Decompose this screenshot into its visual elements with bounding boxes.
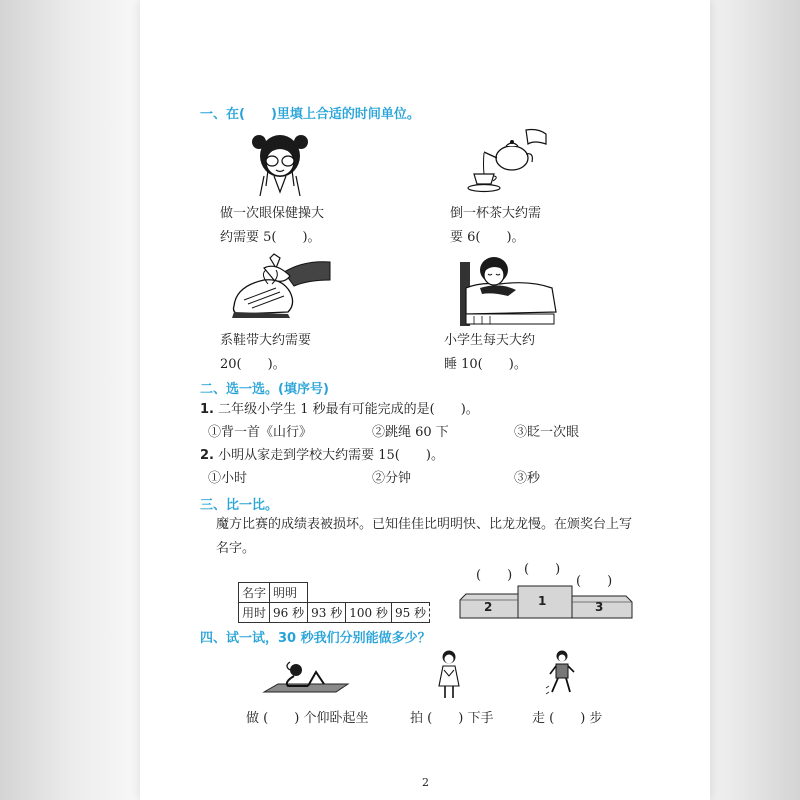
table-row — [239, 603, 430, 623]
section2-heading: 二、选一选。(填序号) — [200, 382, 329, 397]
table-cell-torn — [308, 583, 346, 603]
page-number: 2 — [422, 776, 429, 789]
table-cell: 用时 — [239, 603, 270, 623]
activity-walking-suffix: 步 — [589, 711, 603, 726]
activity-walking-blank: ( ) — [549, 711, 586, 726]
podium-rank-1: 1 — [538, 594, 547, 608]
worksheet-page — [140, 0, 710, 800]
section4-heading: 四、试一试，30 秒我们分别能做多少？ — [200, 631, 431, 646]
podium-slot-3: ( ) — [576, 574, 613, 589]
section3-heading: 三、比一比。 — [200, 498, 279, 513]
item4-line1: 小学生每天大约 — [444, 333, 536, 348]
item1-line1: 做一次眼保健操大 — [220, 206, 325, 221]
item3-line2: 20( )。 — [220, 357, 286, 372]
activity-situps-prefix: 做 — [246, 711, 260, 726]
item1-line2: 约需要 5( )。 — [220, 230, 321, 245]
sit-up-icon — [264, 660, 348, 698]
teapot-pouring-icon — [468, 128, 546, 194]
table-cell: 93 秒 — [308, 603, 346, 623]
question-1-number: 1. — [200, 402, 214, 417]
clapping-girl-icon — [436, 650, 462, 700]
q2-option-1: ①小时 — [208, 471, 248, 486]
item2-line2: 要 6( )。 — [450, 230, 525, 245]
q1-option-3: ③眨一次眼 — [514, 425, 580, 440]
activity-walking-prefix: 走 — [532, 711, 546, 726]
podium-slot-2: ( ) — [476, 568, 513, 583]
question-2 — [200, 448, 444, 463]
section3-line1: 魔方比赛的成绩表被损坏。已知佳佳比明明快、比龙龙慢。在颁奖台上写 — [216, 517, 633, 532]
podium-slot-1: ( ) — [524, 562, 561, 577]
q1-option-1: ①背一首《山行》 — [208, 425, 313, 440]
activity-clapping-suffix: 下手 — [467, 711, 494, 726]
walking-boy-icon — [546, 650, 576, 698]
activity-clapping-blank: ( ) — [427, 711, 464, 726]
activity-clapping — [410, 711, 493, 726]
section1-heading: 一、在( )里填上合适的时间单位。 — [200, 107, 420, 122]
q1-option-2: ②跳绳 60 下 — [372, 425, 449, 440]
activity-walking — [532, 711, 602, 726]
item4-line2: 睡 10( )。 — [444, 357, 527, 372]
podium-rank-2: 2 — [484, 600, 493, 614]
table-cell: 100 秒 — [346, 603, 392, 623]
table-cell: 95 秒 — [391, 603, 429, 623]
item3-line1: 系鞋带大约需要 — [220, 333, 312, 348]
table-row — [239, 583, 430, 603]
table-cell-torn — [346, 583, 392, 603]
activity-situps-blank: ( ) — [263, 711, 300, 726]
table-cell: 96 秒 — [270, 603, 308, 623]
question-2-number: 2. — [200, 448, 214, 463]
table-cell-torn — [391, 583, 429, 603]
score-table — [238, 582, 430, 623]
eye-exercise-girl-icon — [250, 130, 310, 196]
section3-line2: 名字。 — [216, 541, 256, 556]
q2-option-3: ③秒 — [514, 471, 541, 486]
item2-line1: 倒一杯茶大约需 — [450, 206, 542, 221]
activity-situps — [246, 711, 368, 726]
tying-shoe-icon — [224, 254, 330, 320]
table-cell: 名字 — [239, 583, 270, 603]
question-1 — [200, 402, 479, 417]
table-cell: 明明 — [270, 583, 308, 603]
podium-rank-3: 3 — [595, 600, 604, 614]
activity-situps-suffix: 个仰卧起坐 — [303, 711, 369, 726]
question-2-text: 小明从家走到学校大约需要 15( )。 — [218, 448, 444, 463]
activity-clapping-prefix: 拍 — [410, 711, 424, 726]
q2-option-2: ②分钟 — [372, 471, 412, 486]
question-1-text: 二年级小学生 1 秒最有可能完成的是( )。 — [218, 402, 479, 417]
sleeping-child-icon — [460, 254, 556, 326]
